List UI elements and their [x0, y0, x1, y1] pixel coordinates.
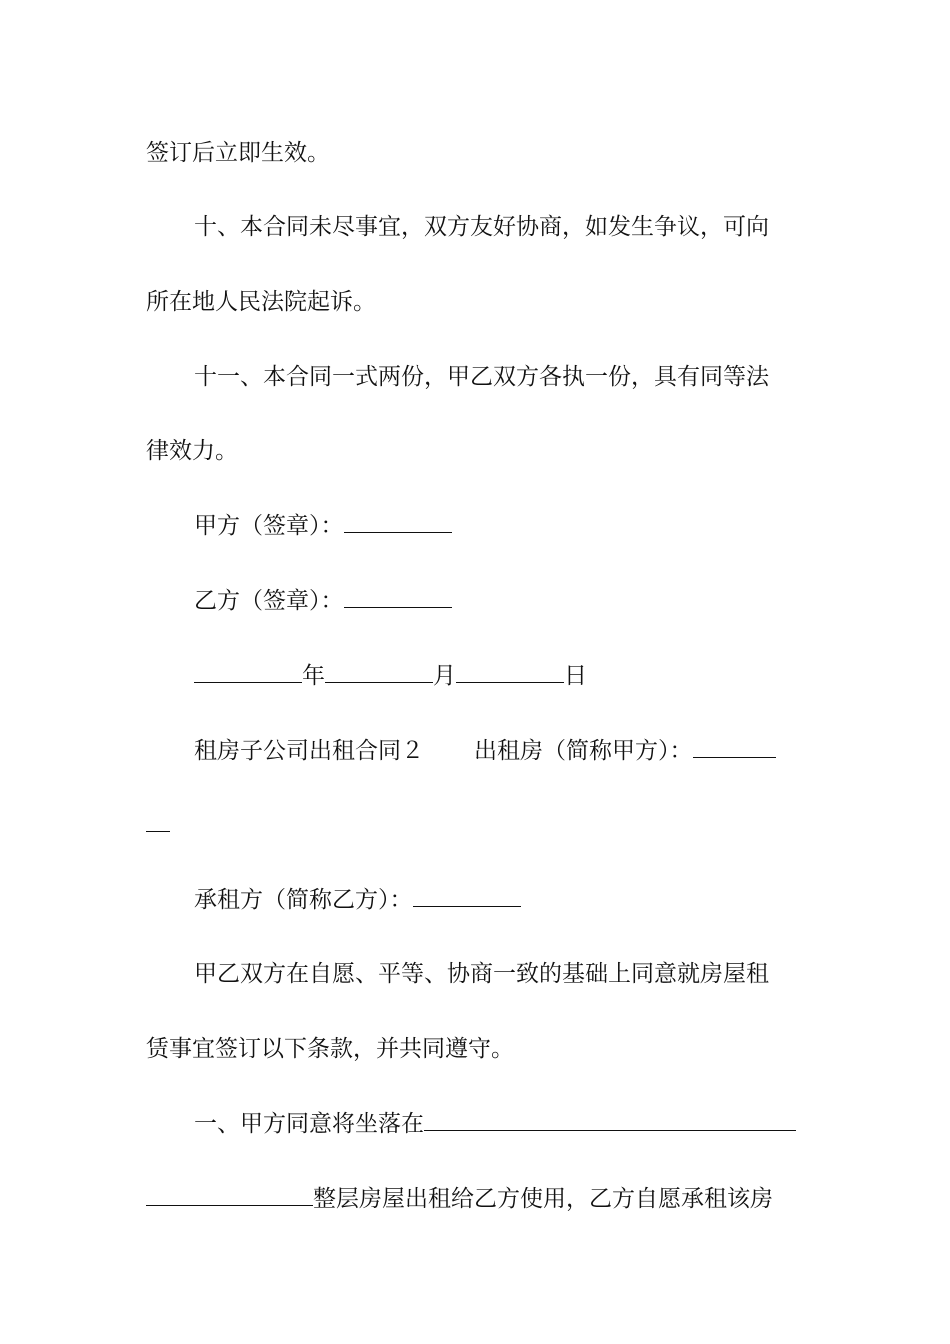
date-row [194, 660, 587, 691]
clause-1-text: 一、甲方同意将坐落在 [194, 1111, 424, 1137]
lessor-blank [693, 735, 776, 758]
lessor-blank-cont-row [146, 809, 170, 840]
lessee-blank [413, 884, 521, 907]
year-blank [194, 660, 302, 683]
party-b-signature-row [194, 585, 452, 616]
contract-2-title: 租房子公司出租合同２ [194, 738, 424, 764]
month-blank [325, 660, 433, 683]
day-label: 日 [564, 663, 587, 689]
month-label: 月 [433, 663, 456, 689]
agreement-line: 甲乙双方在自愿、平等、协商一致的基础上同意就房屋租 [194, 961, 769, 987]
party-a-label: 甲方（签章）： [194, 513, 344, 539]
clause-10-line: 十、本合同未尽事宜，双方友好协商，如发生争议，可向 [194, 214, 769, 240]
party-b-label: 乙方（签章）： [194, 588, 344, 614]
clause-1-row-cont [146, 1183, 773, 1214]
paragraph-line: 签订后立即生效。 [146, 140, 330, 166]
clause-1-text-cont: 整层房屋出租给乙方使用，乙方自愿承租该房 [313, 1186, 773, 1212]
agreement-line-cont: 赁事宜签订以下条款，并共同遵守。 [146, 1036, 514, 1062]
party-b-signature-blank [344, 585, 452, 608]
lessor-blank-cont [146, 809, 170, 832]
clause-10-line-cont: 所在地人民法院起诉。 [146, 289, 376, 315]
lessor-label: 出租房（简称甲方）： [474, 738, 693, 764]
contract-2-header-row [194, 735, 776, 766]
location-blank [424, 1108, 796, 1131]
year-label: 年 [302, 663, 325, 689]
clause-11-line: 十一、本合同一式两份，甲乙双方各执一份，具有同等法 [194, 364, 769, 390]
party-a-signature-row [194, 510, 452, 541]
clause-1-row [194, 1108, 796, 1139]
day-blank [456, 660, 564, 683]
lessee-row [194, 884, 521, 915]
location-blank-cont [146, 1183, 313, 1206]
clause-11-line-cont: 律效力。 [146, 438, 238, 464]
party-a-signature-blank [344, 510, 452, 533]
lessee-label: 承租方（简称乙方）： [194, 887, 413, 913]
